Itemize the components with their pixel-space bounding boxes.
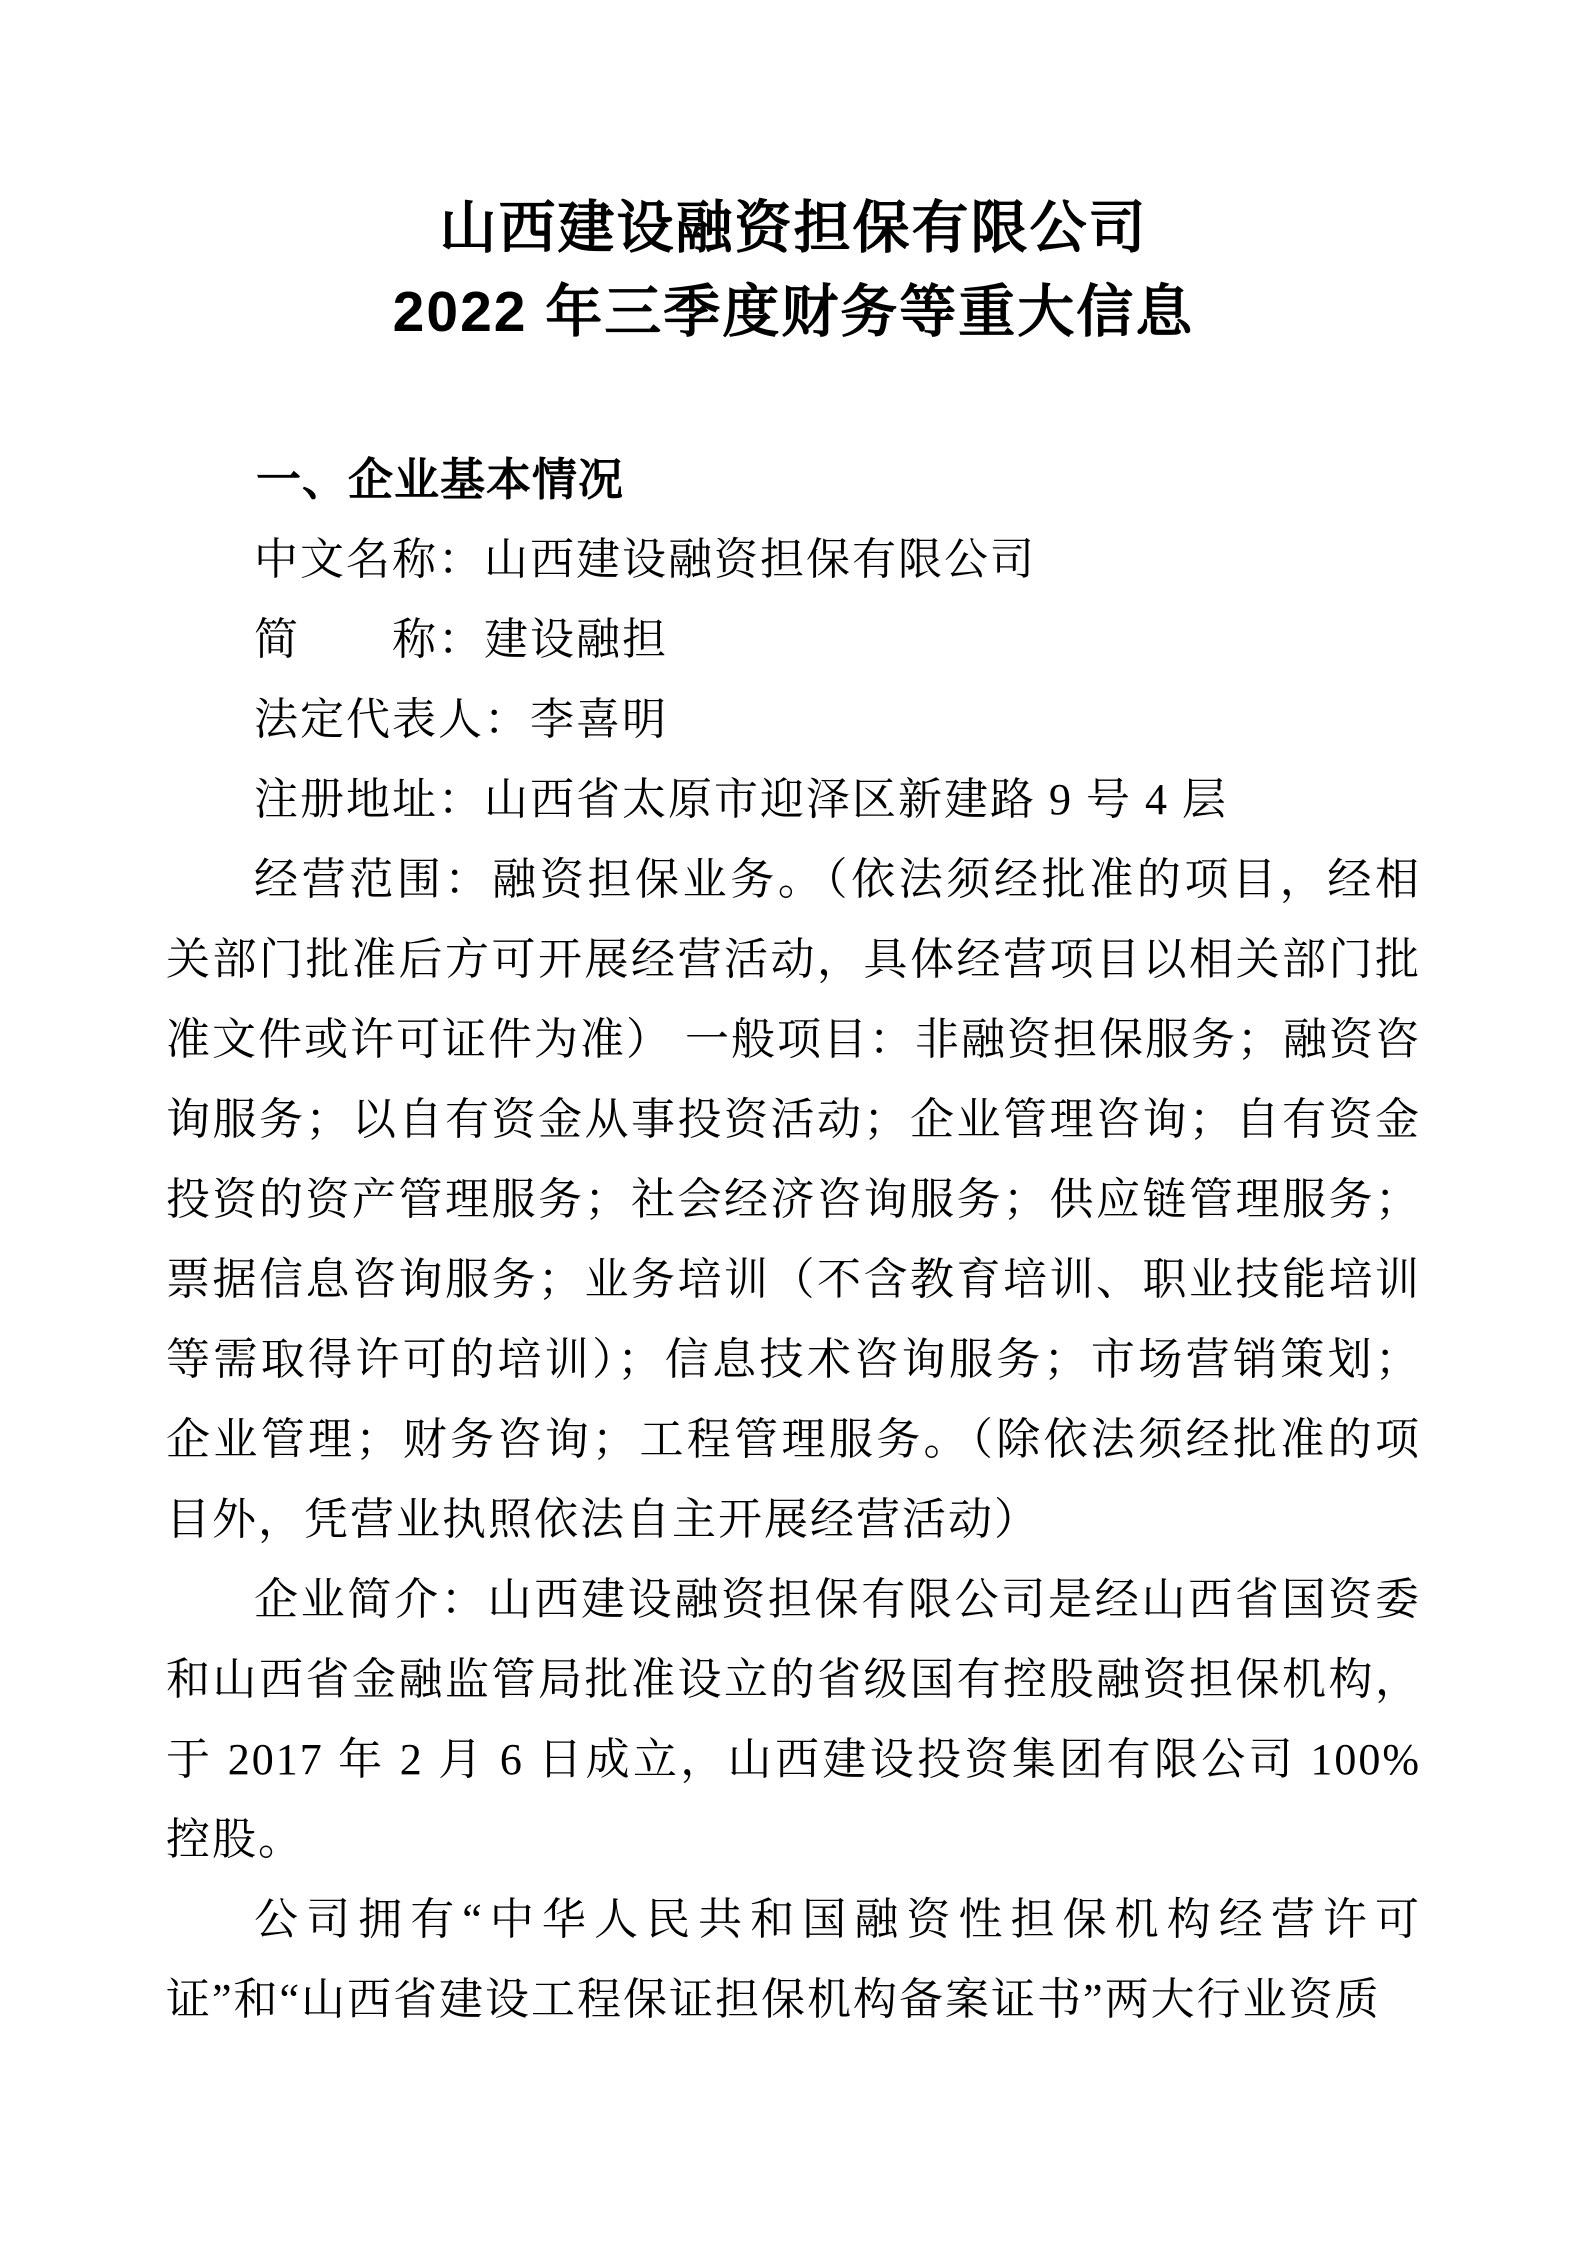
- field-legal-representative: 法定代表人：李喜明: [254, 695, 668, 744]
- paragraph-business-scope: 经营范围：融资担保业务。（依法须经批准的项目，经相关部门批准后方可开展经营活动，具体经营项目以相关部门批准文件或许可证件为准） 一般项目：非融资担保服务；融资咨询服务；以自有资金从事投资活动；企业管理咨询；自有资金投资的资产管理服务；社会经济咨询服务；供应链管理服务；票据信息咨询服务；业务培训（不含教育培训、职业技能培训等需取得许可的培训）；信息技术咨询服务；市场营销策划；企业管理；财务咨询；工程管理服务。（除依法须经批准的项目外，凭营业执照依法自主开展经营活动）: [166, 855, 1421, 1544]
- paragraph-industry-qualifications: 公司拥有“中华人民共和国融资性担保机构经营许可证”和“山西省建设工程保证担保机构备案证书”两大行业资质: [166, 1895, 1421, 2024]
- section-heading-basic-info: 一、企业基本情况: [256, 454, 625, 505]
- field-registered-address: 注册地址：山西省太原市迎泽区新建路 9 号 4 层: [254, 775, 1228, 824]
- paragraph-company-profile: 企业简介：山西建设融资担保有限公司是经山西省国资委和山西省金融监管局批准设立的省级国有控股融资担保机构，于 2017 年 2 月 6 日成立，山西建设投资集团有限公司 100%控股。: [166, 1575, 1421, 1864]
- document-title: [166, 186, 1421, 354]
- title-line-company-name: 山西建设融资担保有限公司: [439, 196, 1148, 260]
- field-short-name: 简 称：建设融担: [254, 615, 668, 664]
- field-chinese-name: 中文名称：山西建设融资担保有限公司: [254, 535, 1036, 584]
- title-line-report-name: 2022 年三季度财务等重大信息: [392, 280, 1195, 344]
